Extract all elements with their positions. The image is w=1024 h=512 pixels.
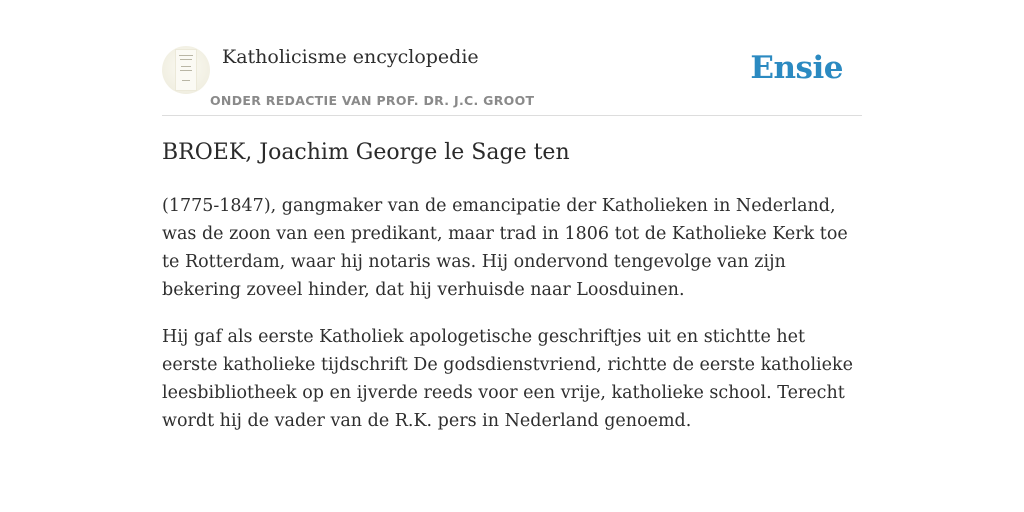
article-paragraph: Hij gaf als eerste Katholiek apologetische geschriftjes uit en stichtte het eerste katholieke tijdschrift De godsdienstvriend, richtte de eerste katholieke leesbibliotheek op en ijverde reeds voor een vrije, katholieke school. Terecht wordt hij de vader van de R.K. pers in Nederland genoemd.	[162, 327, 853, 431]
cover-line	[180, 70, 192, 71]
cover-line	[179, 55, 193, 56]
cover-line	[181, 66, 191, 67]
cover-line	[182, 80, 190, 81]
site-header	[162, 40, 862, 116]
article-headword: BROEK, Joachim George le Sage ten	[162, 140, 570, 165]
cover-line	[180, 59, 192, 60]
article-body	[162, 192, 862, 454]
ensie-logo-link[interactable]: Ensie	[750, 50, 843, 86]
editor-subtitle: ONDER REDACTIE VAN PROF. DR. J.C. GROOT	[210, 93, 535, 108]
article-paragraph: (1775-1847), gangmaker van de emancipatie der Katholieken in Nederland, was de zoon van een predikant, maar trad in 1806 tot de Katholieke Kerk toe te Rotterdam, waar hij notaris was. Hij ondervond tengevolge van zijn bekering zoveel hinder, dat hij verhuisde naar Loosduinen.	[162, 196, 848, 300]
encyclopedia-cover-thumbnail[interactable]	[162, 46, 210, 94]
encyclopedia-title-link[interactable]: Katholicisme encyclopedie	[222, 46, 479, 68]
